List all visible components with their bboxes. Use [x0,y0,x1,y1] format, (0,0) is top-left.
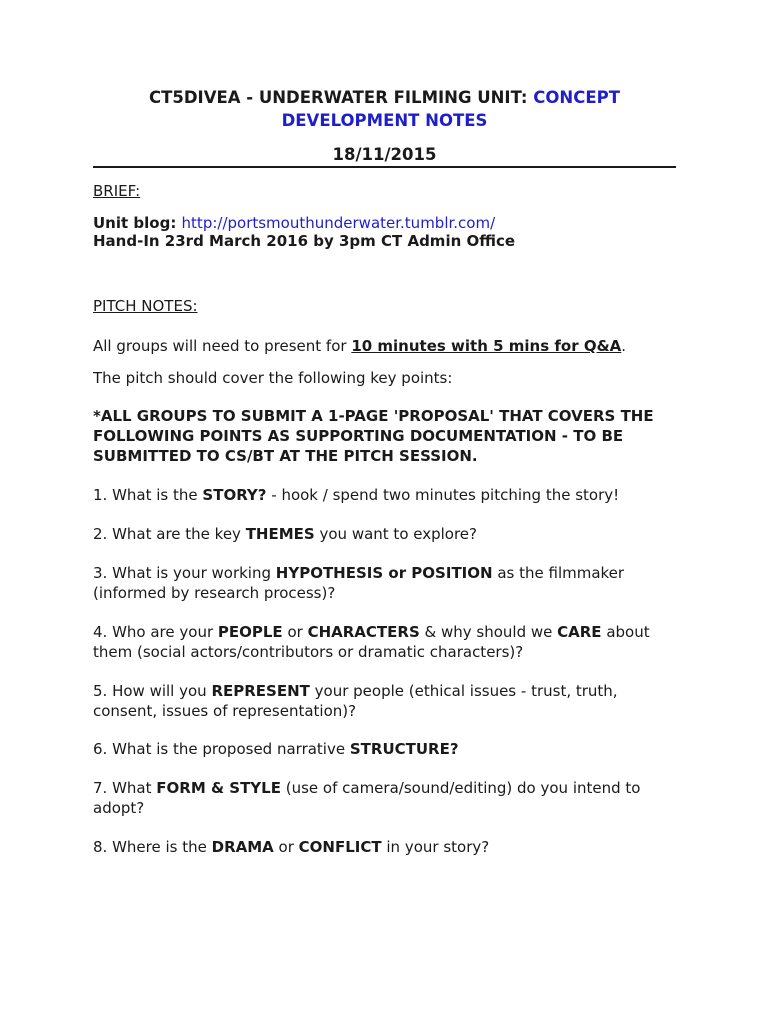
document-title [93,86,676,132]
point-text: - hook / spend two minutes pitching the story! [266,486,620,504]
point-text: about [601,623,650,641]
point-5 [93,681,693,721]
unit-blog-link[interactable]: http://portsmouthunderwater.tumblr.com/ [181,214,496,232]
point-4 [93,622,693,662]
point-text: 4. Who are your [93,623,218,641]
point-text: 6. What is the proposed narrative [93,740,350,758]
point-text: your people (ethical issues - trust, truth, [309,682,618,700]
proposal-line: SUBMITTED TO CS/BT AT THE PITCH SESSION. [93,447,478,465]
point-text: or [282,623,308,641]
hand-in-line: Hand-In 23rd March 2016 by 3pm CT Admin Office [93,232,516,250]
point-keyword: FORM & STYLE [156,779,281,797]
key-points-intro: The pitch should cover the following key points: [93,369,453,387]
point-3 [93,563,693,603]
presentation-text: All groups will need to present for [93,337,352,355]
document-date: 18/11/2015 [332,145,437,164]
point-line [93,622,693,642]
header-divider [93,166,676,168]
point-line [93,778,693,798]
unit-blog-label: Unit blog: [93,214,182,232]
point-text: 3. What is your working [93,564,276,582]
proposal-line: *ALL GROUPS TO SUBMIT A 1-PAGE 'PROPOSAL' THAT COVERS THE [93,407,654,425]
point-text: you want to explore? [314,525,477,543]
point-line [93,563,693,583]
point-keyword: STORY? [202,486,267,504]
point-2 [93,524,683,544]
point-1 [93,485,683,505]
point-keyword: THEMES [245,525,315,543]
point-line: them (social actors/contributors or dramatic characters)? [93,643,524,661]
unit-blog-line [93,213,683,233]
point-keyword: STRUCTURE? [349,740,459,758]
point-keyword: REPRESENT [211,682,310,700]
point-line: (informed by research process)? [93,584,336,602]
presentation-duration: 10 minutes with 5 mins for Q&A [351,337,622,355]
point-text: or [273,838,299,856]
point-8 [93,837,683,857]
presentation-duration-line [93,336,683,356]
point-text: (use of camera/sound/editing) do you intend to [280,779,641,797]
point-text: 2. What are the key [93,525,246,543]
point-keyword: DRAMA [211,838,274,856]
point-line: adopt? [93,799,145,817]
point-text: in your story? [381,838,490,856]
point-text: 7. What [93,779,157,797]
title-code: CT5DIVEA - UNDERWATER FILMING UNIT: [149,88,534,107]
proposal-line: FOLLOWING POINTS AS SUPPORTING DOCUMENTATION - TO BE [93,427,624,445]
proposal-instruction [93,406,693,466]
point-7 [93,778,693,818]
point-line [93,681,693,701]
point-keyword: PEOPLE [217,623,283,641]
point-text: & why should we [419,623,558,641]
point-text: 8. Where is the [93,838,212,856]
presentation-period: . [621,337,627,355]
brief-heading: BRIEF: [93,182,141,200]
pitch-notes-heading: PITCH NOTES: [93,297,198,315]
point-text: as the filmmaker [492,564,625,582]
point-keyword: CARE [557,623,602,641]
point-line: consent, issues of representation)? [93,702,357,720]
title-development-notes: DEVELOPMENT NOTES [281,111,488,130]
point-text: 5. How will you [93,682,212,700]
point-keyword: CHARACTERS [307,623,420,641]
point-text: 1. What is the [93,486,203,504]
point-6 [93,739,683,759]
point-keyword: CONFLICT [298,838,382,856]
title-concept: CONCEPT [533,88,620,107]
point-keyword: HYPOTHESIS or POSITION [275,564,493,582]
